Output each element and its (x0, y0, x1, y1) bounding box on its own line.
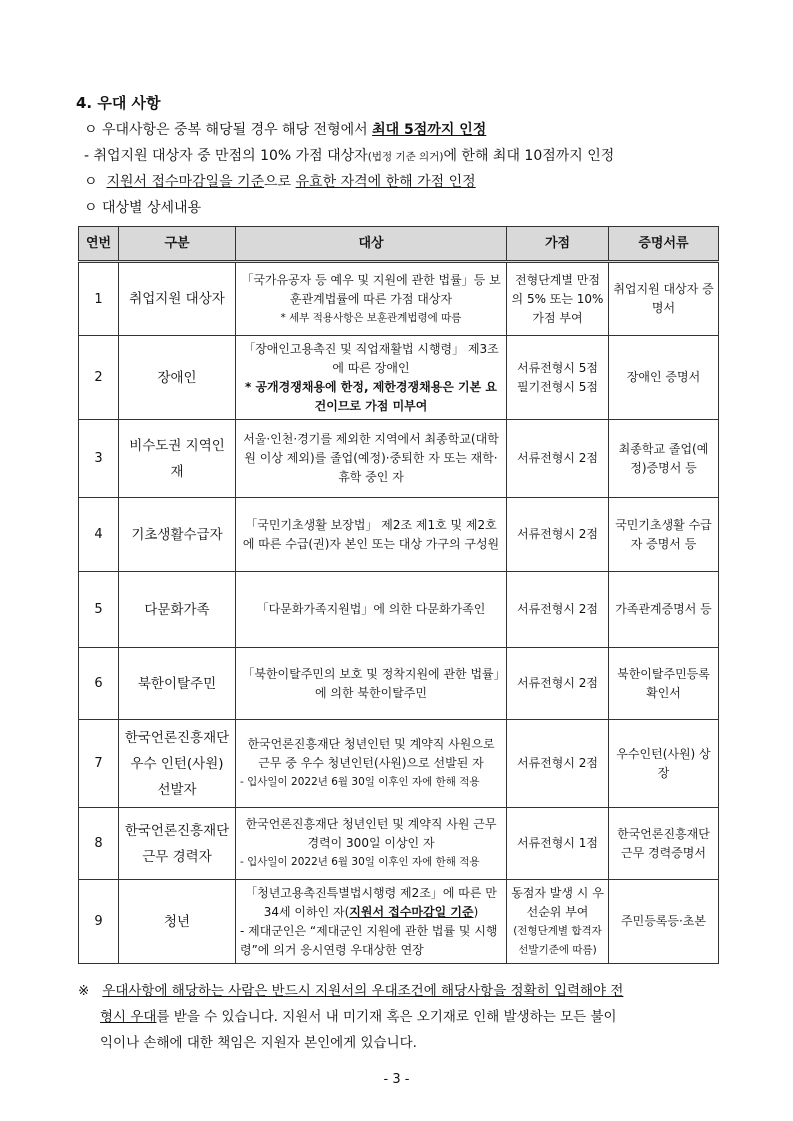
row-evidence: 국민기초생활 수급자 증명서 등 (609, 498, 719, 572)
row-no: 8 (79, 808, 119, 880)
target-text: 한국언론진흥재단 청년인턴 및 계약직 사원 근무경력이 300일 이상인 자 (245, 817, 497, 850)
preference-table (78, 226, 719, 964)
bullet-underlined-deadline: 지원서 접수마감일을 기준 (106, 174, 265, 190)
bullet-text: - 취업지원 대상자 중 만점의 10% 가점 대상자 (84, 148, 368, 164)
footnote-line: 익이나 손해에 대한 책임은 지원자 본인에게 있습니다. (100, 1035, 417, 1051)
header-points: 가점 (507, 227, 609, 262)
target-text: 「국가유공자 등 예우 및 지원에 관한 법률」등 보훈관계법률에 따른 가점 대상자 (241, 272, 501, 306)
row-target (236, 808, 507, 880)
bullet-mark: ㅇ (84, 174, 98, 190)
bullet-text-suffix: 에 한해 최대 10점까지 인정 (443, 148, 615, 164)
header-category: 구분 (119, 227, 236, 262)
table-row (79, 648, 719, 720)
row-target (236, 336, 507, 420)
footnote-mark: ※ (78, 983, 90, 999)
bullet-underlined-valid: 유효한 자격에 한해 가점 인정 (295, 174, 476, 190)
footnote-line (78, 978, 718, 1004)
row-target (236, 720, 507, 808)
table-row (79, 720, 719, 808)
row-category: 취업지원 대상자 (119, 262, 236, 336)
row-category: 기초생활수급자 (119, 498, 236, 572)
table-row (79, 880, 719, 964)
target-note-bold: * 공개경쟁채용에 한정, 제한경쟁채용은 기본 요건이므로 가점 미부여 (245, 379, 497, 413)
row-points: 전형단계별 만점의 5% 또는 10% 가점 부여 (507, 262, 609, 336)
row-target: 서울·인천·경기를 제외한 지역에서 최종학교(대학원 이상 제외)를 졸업(예정)·중퇴한 자 또는 재학·휴학 중인 자 (236, 420, 507, 498)
row-category: 한국언론진흥재단 근무 경력자 (119, 808, 236, 880)
table-row (79, 498, 719, 572)
section-heading: 4. 우대 사항 (76, 94, 161, 112)
bullet-details-intro: ㅇ 대상별 상세내용 (84, 200, 202, 216)
row-category: 장애인 (119, 336, 236, 420)
row-evidence: 북한이탈주민등록 확인서 (609, 648, 719, 720)
target-text-close: ) (473, 904, 479, 919)
row-target: 「북한이탈주민의 보호 및 정착지원에 관한 법률」에 의한 북한이탈주민 (236, 648, 507, 720)
target-note: - 입사일이 2022년 6월 30일 이후인 자에 한해 적용 (240, 776, 480, 788)
row-points: 서류전형시 5점 필기전형시 5점 (507, 336, 609, 420)
row-points: 서류전형시 1점 (507, 808, 609, 880)
row-evidence: 한국언론진흥재단 근무 경력증명서 (609, 808, 719, 880)
row-target: 「다문화가족지원법」에 의한 다문화가족인 (236, 572, 507, 648)
footnote-text: 를 받을 수 있습니다. 지원서 내 미기재 혹은 오기재로 인해 발생하는 모든 불이 (156, 1009, 617, 1025)
page-number: - 3 - (383, 1072, 410, 1087)
target-note: - 제대군인은 “제대군인 지원에 관한 법률 및 시행령”에 의거 응시연령 우대상한 연장 (240, 923, 498, 957)
row-evidence: 우수인턴(사원) 상장 (609, 720, 719, 808)
row-points: 서류전형시 2점 (507, 720, 609, 808)
target-text-part: 「청년고용촉진특별법시행령 제2조」에 따른 만 34세 이하인 자( (245, 885, 497, 919)
row-category: 다문화가족 (119, 572, 236, 648)
header-evidence: 증명서류 (609, 227, 719, 262)
header-target: 대상 (236, 227, 507, 262)
row-points: 서류전형시 2점 (507, 648, 609, 720)
row-evidence: 최종학교 졸업(예정)증명서 등 (609, 420, 719, 498)
bullet-text-mid: 으로 (264, 174, 296, 190)
row-evidence: 장애인 증명서 (609, 336, 719, 420)
header-no: 연번 (79, 227, 119, 262)
bullet-text: ㅇ 우대사항은 중복 해당될 경우 해당 전형에서 (84, 122, 373, 138)
points-note: (전형단계별 합격자 선발기준에 따름) (513, 924, 602, 956)
row-no: 6 (79, 648, 119, 720)
bullet-emphasis: 최대 5점까지 인정 (372, 122, 487, 138)
table-row (79, 336, 719, 420)
table-header-row (79, 227, 719, 262)
footnote-text: 우대사항에 해당하는 사람은 반드시 지원서의 우대조건에 해당사항을 정확히 입력해야 전 (102, 983, 624, 999)
row-evidence: 가족관계증명서 등 (609, 572, 719, 648)
row-evidence: 주민등록등·초본 (609, 880, 719, 964)
bullet-validity-rule (84, 169, 724, 195)
bullet-veterans-rule (84, 143, 724, 169)
table-row (79, 572, 719, 648)
row-no: 1 (79, 262, 119, 336)
target-text (240, 884, 502, 922)
row-category: 청년 (119, 880, 236, 964)
table-row (79, 420, 719, 498)
row-points: 서류전형시 2점 (507, 420, 609, 498)
row-category: 한국언론진흥재단 우수 인턴(사원) 선발자 (119, 720, 236, 808)
target-text: 「장애인고용촉진 및 직업재활법 시행령」 제3조에 따른 장애인 (243, 341, 499, 375)
target-deadline-emphasis: 지원서 접수마감일 기준 (349, 904, 474, 919)
row-target: 「국민기초생활 보장법」 제2조 제1호 및 제2호에 따른 수급(권)자 본인 또는 대상 가구의 구성원 (236, 498, 507, 572)
bullet-max-points (84, 117, 724, 143)
row-no: 3 (79, 420, 119, 498)
row-no: 7 (79, 720, 119, 808)
row-evidence: 취업지원 대상자 증명서 (609, 262, 719, 336)
row-points (507, 880, 609, 964)
target-text: 한국언론진흥재단 청년인턴 및 계약직 사원으로 근무 중 우수 청년인턴(사원)으로 선발된 자 (247, 737, 495, 770)
footnote-text: 형시 우대 (100, 1009, 157, 1025)
target-note: * 세부 적용사항은 보훈관계법령에 따름 (280, 311, 462, 324)
footnote-line (78, 1004, 718, 1030)
bullet-list (84, 117, 724, 221)
table-row (79, 262, 719, 336)
table-row (79, 808, 719, 880)
row-points: 서류전형시 2점 (507, 572, 609, 648)
points-text: 동점자 발생 시 우선순위 부여 (511, 885, 604, 919)
bullet-legal-note: (법정 기준 의거) (367, 151, 444, 163)
row-category: 비수도권 지역인재 (119, 420, 236, 498)
row-no: 9 (79, 880, 119, 964)
row-no: 5 (79, 572, 119, 648)
row-no: 4 (79, 498, 119, 572)
footnote (78, 978, 718, 1056)
row-no: 2 (79, 336, 119, 420)
row-points: 서류전형시 2점 (507, 498, 609, 572)
row-target (236, 880, 507, 964)
row-category: 북한이탈주민 (119, 648, 236, 720)
target-note: - 입사일이 2022년 6월 30일 이후인 자에 한해 적용 (240, 856, 480, 868)
row-target (236, 262, 507, 336)
